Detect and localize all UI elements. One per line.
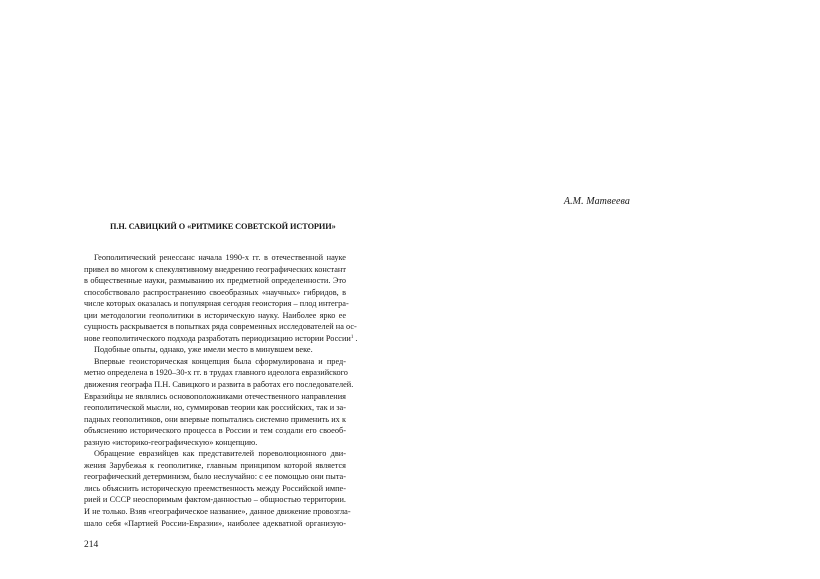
text-line: нове геополитического подхода разработать периодизацию истории России (84, 333, 351, 343)
article-body (84, 252, 358, 529)
text-line: ции методологии геополитики в историческую науку. Наиболее ярко ее (84, 310, 346, 320)
page-number: 214 (84, 540, 99, 550)
text-line: Евразийцы не являлись основоположниками отечественного направления (84, 391, 346, 401)
text-line: сущность раскрывается в попытках ряда современных исследователей на ос- (84, 322, 357, 332)
text-line: числе которых оказалась и популярная сегодня геоистория – плод интегра- (84, 299, 349, 309)
text-line: привел во многом к спекулятивному внедрению географических констант (84, 264, 346, 274)
article-title: П.Н. САВИЦКИЙ О «РИТМИКЕ СОВЕТСКОЙ ИСТОРИИ» (110, 222, 336, 231)
text-line: Подобные опыты, однако, уже имели место в минувшем веке. (94, 345, 313, 355)
footnote-suffix: . (353, 333, 358, 343)
text-line: Геополитический ренессанс начала 1990-х гг. в отечественной науке (94, 253, 346, 262)
text-line: в общественные науки, размыванию их предметной определенности. Это (84, 276, 346, 286)
text-line: разную «историко-географическую» концепцию. (84, 437, 258, 447)
author-name: А.М. Матвеева (563, 196, 630, 207)
text-line: географический детерминизм, было неслучайно: с ее помощью они пыта- (84, 472, 346, 482)
text-line: жения Зарубежья к геополитике, главным принципом которой является (84, 460, 346, 470)
text-line: метно определена в 1920–30-х гг. в трудах главного идеолога евразийского (84, 368, 348, 378)
text-line: способствовало распространению своеобразных «научных» гибридов, в (84, 287, 346, 297)
text-line-with-footnote (84, 333, 358, 345)
text-line: движения географа П.Н. Савицкого и развита в работах его последователей. (84, 380, 354, 390)
text-line: рией и СССР неоспоримым фактом-данностью – общностью территории. (84, 495, 346, 505)
text-line: шало себя «Партией России-Евразии», наиболее адекватной организую- (84, 518, 346, 528)
text-line: Обращение евразийцев как представителей пореволюционного дви- (94, 449, 346, 459)
text-line: падных геополитиков, они впервые попытались системно применить их к (84, 414, 346, 424)
text-line: геополитической мысли, но, суммировав теории как российских, так и за- (84, 403, 346, 413)
text-line: И не только. Взяв «географическое название», данное движение провозгла- (84, 507, 351, 517)
text-line: объяснению исторического процесса в России и тем создали его своеоб- (84, 426, 346, 436)
text-line: лись объяснить историческую преемственность между Российской импе- (84, 483, 346, 493)
footnote-marker: 1 (350, 334, 354, 340)
text-line: Впервые геоисторическая концепция была сформулирована и пред- (94, 356, 346, 366)
